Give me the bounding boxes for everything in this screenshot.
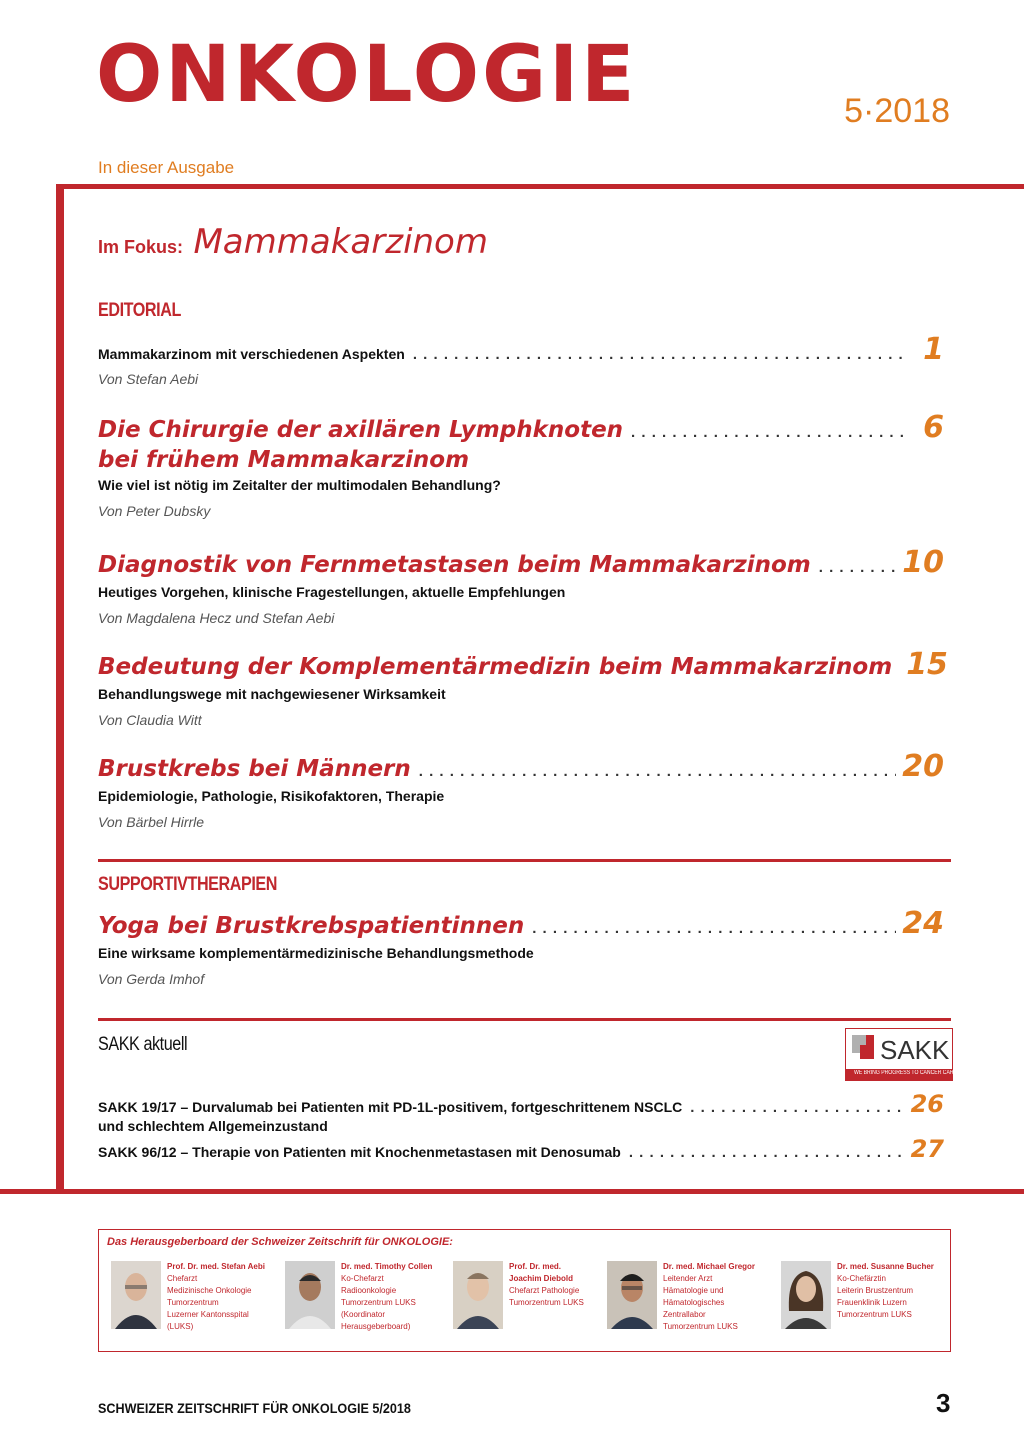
sakk-logo-name: SAKK — [880, 1035, 950, 1065]
sakk-entry-title: SAKK 96/12 – Therapie von Patienten mit Knochenmetastasen mit Denosumab — [98, 1144, 621, 1160]
member-role: Frauenklinik Luzern — [837, 1298, 907, 1307]
toc-title: Diagnostik von Fernmetastasen beim Mammakarzinom — [98, 552, 811, 578]
member-role: Tumorzentrum LUKS — [341, 1298, 416, 1307]
member-role: Tumorzentrum LUKS — [509, 1298, 584, 1307]
toc-title: Mammakarzinom mit verschiedenen Aspekten — [98, 346, 405, 362]
portrait-photo — [781, 1261, 831, 1329]
toc-page-number: 27 — [910, 1135, 944, 1163]
toc-entry-chirurgie[interactable] — [98, 410, 944, 519]
masthead-subtitle: In dieser Ausgabe — [98, 158, 235, 177]
leader-dots — [690, 1099, 904, 1116]
section-heading-sakk: SAKK aktuell — [98, 1034, 188, 1055]
portrait-photo — [285, 1261, 335, 1329]
member-role: (Koordinator — [341, 1310, 386, 1319]
section-divider — [98, 1018, 951, 1021]
sakk-entry-title-continued: und schlechtem Allgemeinzustand — [98, 1118, 328, 1134]
toc-entry-yoga[interactable] — [98, 906, 944, 987]
footer-journal-name: SCHWEIZER ZEITSCHRIFT FÜR ONKOLOGIE 5/2018 — [98, 1400, 411, 1416]
member-name: Prof. Dr. med. Stefan Aebi — [167, 1262, 265, 1271]
member-role: Ko-Chefarzt — [341, 1274, 384, 1283]
member-name: Dr. med. Michael Gregor — [663, 1262, 756, 1271]
member-role: Herausgeberboard) — [341, 1322, 411, 1331]
editorial-board-box — [98, 1229, 951, 1352]
toc-title: Brustkrebs bei Männern — [98, 756, 411, 782]
member-role: Zentrallabor — [663, 1310, 706, 1319]
member-role: Hämatologisches — [663, 1298, 725, 1307]
focus-topic: Mammakarzinom — [193, 222, 488, 262]
section-heading-editorial: EDITORIAL — [98, 300, 181, 321]
toc-entry-diagnostik[interactable] — [98, 545, 944, 626]
sakk-entry-96-12[interactable] — [98, 1135, 944, 1163]
sakk-entry-title: SAKK 19/17 – Durvalumab bei Patienten mit PD-1L-positivem, fortgeschrittenem NSCLC — [98, 1099, 683, 1115]
member-role: Leiterin Brustzentrum — [837, 1286, 914, 1295]
member-role: Medizinische Onkologie — [167, 1286, 252, 1295]
member-role: Hämatologie und — [663, 1286, 724, 1295]
masthead-title: ONKOLOGIE — [96, 30, 638, 120]
member-role: Leitender Arzt — [663, 1274, 713, 1283]
toc-page-number: 26 — [910, 1090, 944, 1118]
toc-entry-brustkrebs-maenner[interactable] — [98, 749, 944, 830]
toc-page-number: 10 — [902, 545, 944, 580]
portrait-photo — [111, 1261, 161, 1329]
member-role: (LUKS) — [167, 1322, 194, 1331]
toc-subtitle: Eine wirksame komplementärmedizinische Behandlungsmethode — [98, 945, 534, 961]
toc-subtitle: Heutiges Vorgehen, klinische Fragestellungen, aktuelle Empfehlungen — [98, 584, 566, 600]
leader-dots — [413, 346, 906, 363]
member-role: Ko-Chefärztin — [837, 1274, 886, 1283]
member-name: Dr. med. Timothy Collen — [341, 1262, 433, 1271]
toc-author: Von Claudia Witt — [98, 712, 202, 728]
member-role: Tumorzentrum LUKS — [837, 1310, 912, 1319]
leader-dots — [419, 763, 896, 780]
toc-page-number: 6 — [923, 410, 944, 445]
member-role: Chefarzt — [167, 1274, 198, 1283]
board-title: Das Herausgeberboard der Schweizer Zeitschrift für ONKOLOGIE: — [107, 1236, 453, 1248]
toc-author: Von Peter Dubsky — [98, 503, 211, 519]
member-name: Prof. Dr. med. — [509, 1262, 562, 1271]
toc-author: Von Stefan Aebi — [98, 371, 199, 387]
toc-subtitle: Behandlungswege mit nachgewiesener Wirksamkeit — [98, 686, 446, 702]
member-name: Dr. med. Susanne Bucher — [837, 1262, 934, 1271]
toc-page-number: 24 — [902, 906, 944, 941]
portrait-photo — [453, 1261, 503, 1329]
member-role: Tumorzentrum LUKS — [663, 1322, 738, 1331]
toc-title: Yoga bei Brustkrebspatientinnen — [98, 913, 525, 939]
leader-dots — [631, 424, 906, 441]
sakk-logo — [845, 1028, 957, 1081]
focus-heading — [98, 222, 488, 262]
toc-page-number: 20 — [902, 749, 944, 784]
member-name: Joachim Diebold — [509, 1274, 574, 1283]
toc-title-continued: bei frühem Mammakarzinom — [98, 447, 470, 473]
toc-author: Von Bärbel Hirrle — [98, 814, 205, 830]
toc-author: Von Gerda Imhof — [98, 971, 205, 987]
toc-entry-komplementaermedizin[interactable] — [98, 647, 948, 728]
toc-subtitle: Epidemiologie, Pathologie, Risikofaktoren, Therapie — [98, 788, 445, 804]
toc-page-number: 15 — [906, 647, 948, 682]
member-role: Chefarzt Pathologie — [509, 1286, 580, 1295]
leader-dots — [532, 920, 896, 937]
focus-label: Im Fokus: — [98, 237, 184, 257]
section-divider — [98, 859, 951, 862]
leader-dots — [629, 1144, 905, 1161]
member-role: Tumorzentrum — [167, 1298, 219, 1307]
toc-page-number: 1 — [923, 332, 944, 367]
issue-number: 5·2018 — [844, 92, 950, 130]
portrait-photo — [607, 1261, 657, 1329]
frame-bottom-border — [0, 1189, 1024, 1194]
toc-author: Von Magdalena Hecz und Stefan Aebi — [98, 610, 335, 626]
toc-entry-editorial[interactable] — [98, 332, 944, 387]
member-role: Luzerner Kantonsspital — [167, 1310, 249, 1319]
sakk-logo-tagline: WE BRING PROGRESS TO CANCER CARE — [854, 1070, 957, 1076]
toc-title: Bedeutung der Komplementärmedizin beim Mammakarzinom — [98, 654, 893, 680]
footer-page-number: 3 — [936, 1388, 951, 1418]
section-heading-supportive: SUPPORTIVTHERAPIEN — [98, 874, 278, 895]
frame-top-border — [56, 184, 1024, 189]
toc-subtitle: Wie viel ist nötig im Zeitalter der multimodalen Behandlung? — [98, 477, 501, 493]
toc-title: Die Chirurgie der axillären Lymphknoten — [98, 417, 624, 443]
frame-left-border — [56, 184, 64, 1192]
member-role: Radioonkologie — [341, 1286, 397, 1295]
leader-dots — [819, 559, 897, 576]
sakk-entry-19-17[interactable] — [98, 1090, 944, 1134]
